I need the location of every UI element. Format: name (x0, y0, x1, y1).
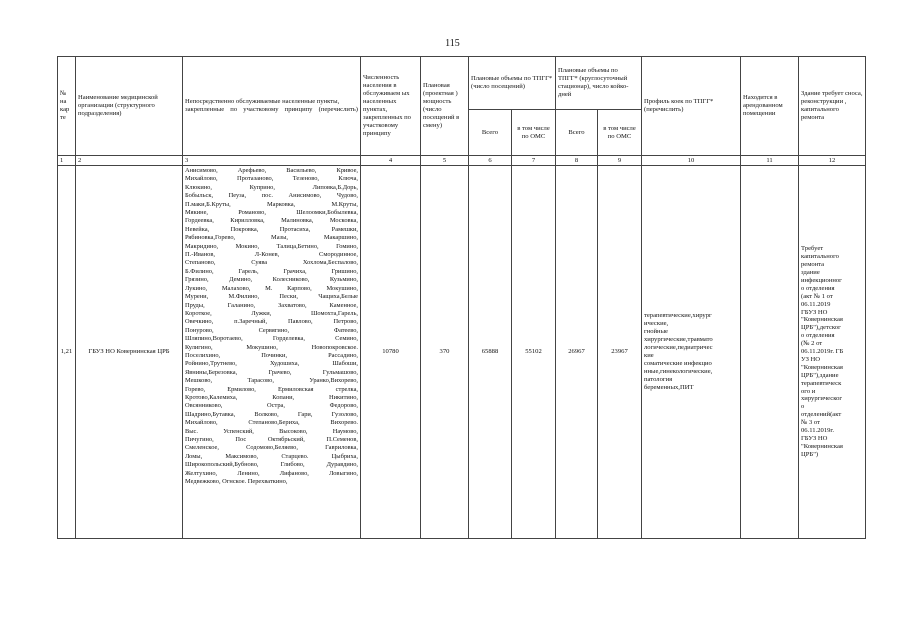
header-beddays-oms: в том числе по ОМС (598, 110, 642, 156)
header-col-planned-beddays: Плановые объемы по ТПГГ* (круглосуточный стационар), число койко-дней (556, 57, 642, 110)
settlement-line: Шляпино,Воротаево, Горделевка, Семино, (185, 335, 358, 343)
column-number: 9 (598, 156, 642, 166)
header-col-rented: Находится в арендованном помещении (741, 57, 799, 156)
column-number: 2 (76, 156, 183, 166)
settlement-line: Степаново, Суява Хохлома,Беспалово, (185, 259, 358, 267)
column-number: 8 (556, 156, 598, 166)
header-row (58, 57, 866, 110)
settlement-line: Кротово,Калемиха, Копани, Никитино, (185, 393, 358, 401)
settlement-line: Короткое, Лужки, Шомохта,Гарель, (185, 309, 358, 317)
settlement-line: Бобыльск, Пеуза, пос. Анисимово, Чудово, (185, 192, 358, 200)
repair-note-line: 06.11.2019г. ГБ (801, 348, 844, 356)
bed-profile-line: патология (644, 375, 673, 383)
header-col-capacity: Плановая (проектная ) мощность (число посещений в смену) (421, 57, 469, 156)
settlement-line: Явнины,Березовка, Грачево, Гульмашово, (185, 368, 358, 376)
settlement-line: П.маки,Б.Круты, Марковка, М.Круты, (185, 200, 358, 208)
bed-profile-line: логические,педиатричес (644, 344, 713, 352)
settlement-line: Ломы, Максимово, Старцево. Цыбриха, (185, 452, 358, 460)
header-col-bed-profile: Профиль коек по ТПГГ* (перечислить) (642, 57, 741, 156)
settlement-line: Овсянниково, Остра, Федорово, (185, 402, 358, 410)
bed-profile-line: терапевтические,хирург (644, 312, 712, 320)
bed-profile-line: хирургические,травмато (644, 336, 713, 344)
repair-note-line: ремонта (801, 261, 825, 269)
settlement-line: Б.Филино, Гарель, Грачиха, Гришино, (185, 267, 358, 275)
repair-note-line: ЦРБ"),здание (801, 371, 839, 379)
repair-note-line: о отделения (801, 332, 835, 340)
settlement-line: Медвежково, Огнское. Перехваткино, (185, 478, 288, 486)
settlement-line: Мякине, Романово, Шелоомки,Бобылевка, (185, 209, 358, 217)
settlement-line: Михайлово, Протазаново, Тезеново, Ключа, (185, 175, 358, 183)
repair-note-line: о (801, 403, 805, 411)
repair-note-line: "Ковернинская (801, 442, 843, 450)
medical-organizations-table (57, 56, 866, 539)
settlement-line: П.-Иванов, Л-Конев, Смородинное, (185, 251, 358, 259)
bed-profile-line: гнойные (644, 328, 668, 336)
settlement-line: Овечкино, п.Заречный, Павлово, Петрово, (185, 318, 358, 326)
header-visits-oms: в том числе по ОМС (512, 110, 556, 156)
settlement-line: Поселихино, Починки, Рассадино, (185, 351, 358, 359)
beddays-total-value: 26967 (556, 166, 598, 539)
repair-note-line: ЦРБ"),детског (801, 324, 841, 332)
column-numbers-row (58, 156, 866, 166)
organization-name: ГБУЗ НО Ковернинская ЦРБ (76, 166, 183, 539)
repair-note-line: ого и (801, 387, 816, 395)
repair-note-line: инфекционног (801, 276, 842, 284)
bed-profile-list (642, 166, 741, 539)
visits-oms-value: 55102 (512, 166, 556, 539)
header-col-number: № на кар те (58, 57, 76, 156)
settlement-line: Невейка, Покровка, Протасиха, Рамешки, (185, 225, 358, 233)
header-visits-total: Всего (469, 110, 512, 156)
repair-note-line: № 3 от (801, 419, 820, 427)
bed-profile-line: соматические инфекцио (644, 359, 712, 367)
header-col-planned-visits: Плановые объемы по ТПГГ* (число посещений) (469, 57, 556, 110)
settlement-line: Смеленское, Содомово,Беляево, Гавриловка, (185, 444, 358, 452)
column-number: 10 (642, 156, 741, 166)
header-beddays-total: Всего (556, 110, 598, 156)
repair-note-line: отделений(акт (801, 411, 842, 419)
header-col-repair: Здание требует сноса, реконструкции , капитального ремонта (799, 57, 866, 156)
repair-note-line: "Ковернинская (801, 316, 843, 324)
settlement-line: Шадрино,Бутавка, Волково, Гари, Гузолово, (185, 410, 358, 418)
repair-note-line: (акт № 1 от (801, 292, 833, 300)
header-col-organization: Наименование медицинской организации (структурного подразделения) (76, 57, 183, 156)
settlement-line: Клюкино, Куприно, Липовка,Б.Дорь, (185, 183, 358, 191)
column-number: 1 (58, 156, 76, 166)
settlement-line: Мурени, М.Филино, Пески, Чащиха,Белые (185, 293, 358, 301)
column-number: 5 (421, 156, 469, 166)
column-number: 11 (741, 156, 799, 166)
settlement-line: Понурово, Сервягино, Фатеево, (185, 326, 358, 334)
repair-note-line: капитального (801, 253, 839, 261)
population-value: 10780 (361, 166, 421, 539)
settlements-list (183, 166, 361, 539)
rented-value (741, 166, 799, 539)
settlement-line: Рябиновка,Горево, Мазы, Макаршино, (185, 234, 358, 242)
page-number: 115 (445, 38, 460, 49)
settlement-line: Мешково, Тарасово, Уранко,Вихорево, (185, 377, 358, 385)
repair-note-line: Требует (801, 245, 824, 253)
repair-note-line: УЗ НО (801, 355, 821, 363)
settlement-line: Выс. Успенский, Высоково, Наумово, (185, 427, 358, 435)
settlement-line: Пруды, Галанино, Захватово, Каменное, (185, 301, 358, 309)
repair-note-line: "Ковернинская (801, 363, 843, 371)
bed-profile-line: нные,гинекологические, (644, 367, 713, 375)
repair-note-line: ЦРБ") (801, 450, 819, 458)
repair-note-line: здание (801, 268, 820, 276)
beddays-oms-value: 23967 (598, 166, 642, 539)
repair-note-line: о отделения (801, 284, 835, 292)
column-number: 7 (512, 156, 556, 166)
repair-note-line: 06.11.2019г. (801, 427, 835, 435)
repair-notes (799, 166, 866, 539)
settlement-line: Макридино, Мокино, Талица,Бетино, Гомино, (185, 242, 358, 250)
settlement-line: Кулигино, Мокушино, Новопокровское. (185, 343, 358, 351)
column-number: 3 (183, 156, 361, 166)
settlement-line: Лукино, Малахово, М. Карпово, Мокушино, (185, 284, 358, 292)
column-number: 6 (469, 156, 512, 166)
repair-note-line: терапевтическ (801, 379, 842, 387)
settlement-line: Ройнино,Трутнево, Худошиха, Шабоши, (185, 360, 358, 368)
bed-profile-line: беременных,ПИТ (644, 383, 694, 391)
bed-profile-line: кие (644, 352, 654, 359)
row-number: 1,21 (58, 166, 76, 539)
header-col-settlements: Непосредственно обслуживаемые населенные пункты, закрепленные по участковому принципу (перечислить) (183, 57, 361, 156)
repair-note-line: 06.11.2019 (801, 300, 831, 308)
column-number: 12 (799, 156, 866, 166)
capacity-value: 370 (421, 166, 469, 539)
visits-total-value: 65888 (469, 166, 512, 539)
settlement-line: Анисимово, Арефьево, Васильево, Кривое, (185, 167, 358, 174)
header-col-population: Численность населения в обслуживаем ых населенных пунктах, закрепленных по участковому принципу (361, 57, 421, 156)
column-number: 4 (361, 156, 421, 166)
settlement-line: Широкопольский,Бубново, Глибово, Дуравдино, (185, 461, 358, 469)
settlement-line: Пичугино, Пос Октябрьский, П.Семенов, (185, 436, 358, 443)
bed-profile-line: ические, (644, 320, 669, 328)
settlement-line: Горево, Ермилово, Ермиловская стрелка, (185, 385, 358, 393)
repair-note-line: ГБУЗ НО (801, 435, 828, 443)
settlement-line: Грязино, Демино, Колесниково, Кузьмино, (185, 276, 358, 284)
settlement-line: Михайлово, Степаново,Бериха, Вихорево. (185, 419, 358, 427)
repair-note-line: ГБУЗ НО (801, 308, 828, 316)
table-row (58, 166, 866, 539)
settlement-line: Желтухино, Ленино, Лифаново, Ловыгино, (185, 469, 358, 477)
repair-note-line: (№ 2 от (801, 340, 823, 348)
repair-note-line: хирургическог (801, 395, 843, 403)
settlement-line: Гордеевка, Кирилловка, Малиновка, Московка, (185, 217, 358, 225)
